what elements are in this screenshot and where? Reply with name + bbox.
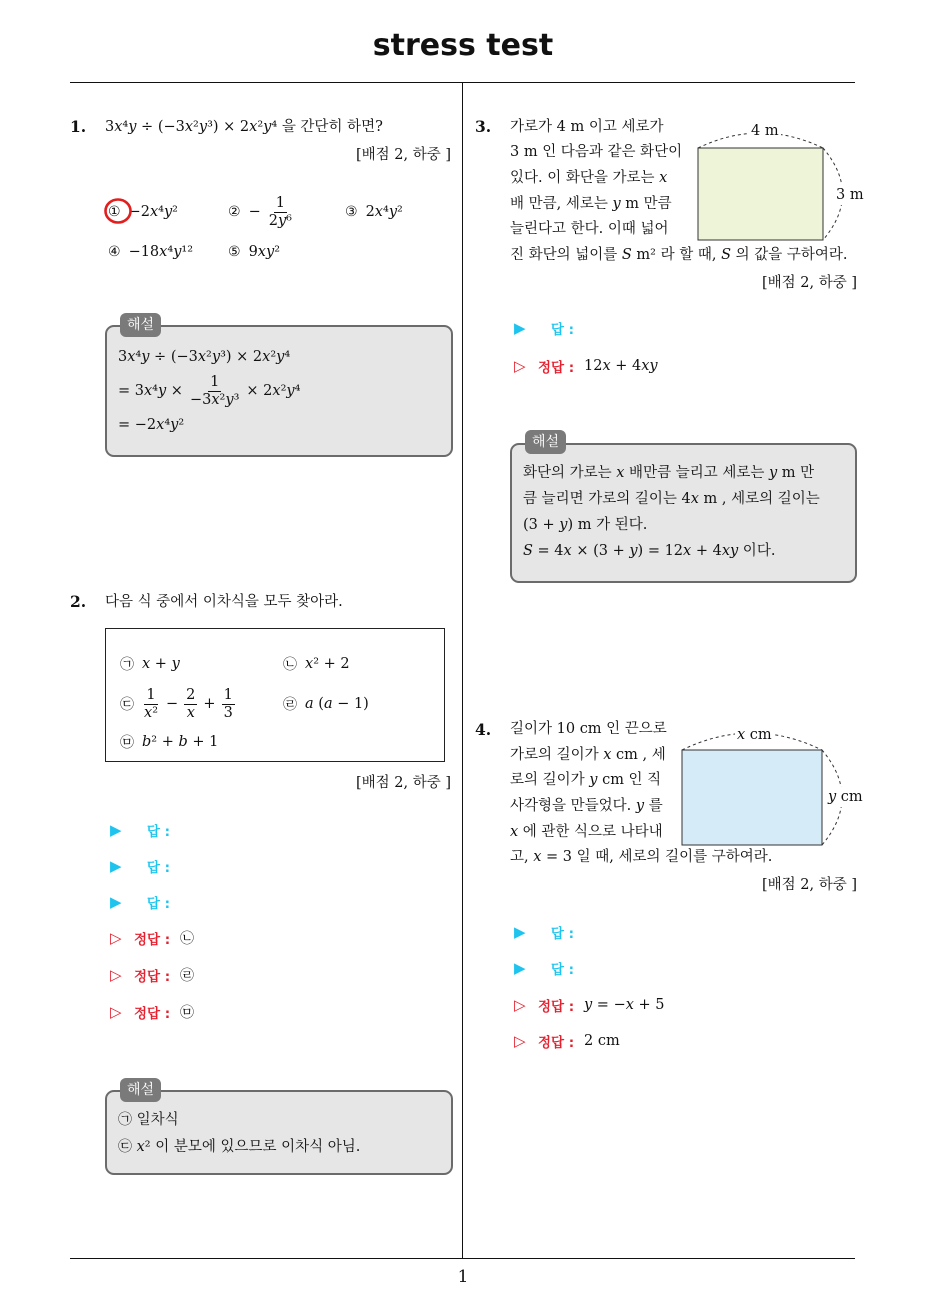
option-1-mark: ① — [108, 204, 121, 220]
option-3-mark: ③ — [345, 204, 358, 220]
answer-arrow-icon: ▶ — [110, 893, 122, 911]
page-number: 1 — [457, 1267, 469, 1287]
solution-1-line-2 — [118, 371, 300, 411]
item-3-fraction-3 — [222, 687, 235, 722]
item-1 — [120, 646, 180, 682]
answer-label: 답 : — [550, 962, 574, 978]
fraction-numerator: 2 — [186, 686, 196, 703]
answer-label: 답 : — [146, 896, 170, 912]
question-1-score: [배점 2, 하중 ] — [355, 147, 451, 163]
solution-2-tab: 해설 — [120, 1078, 161, 1102]
fraction-numerator: 1 — [223, 686, 233, 703]
answer-blank — [514, 957, 574, 979]
option-2-denominator: 2y⁶ — [268, 212, 292, 229]
question-3-solution-box — [510, 443, 857, 583]
fraction-denominator: x — [186, 704, 195, 721]
question-4-line: 고, x = 3 일 때, 세로의 길이를 구하여라. — [510, 849, 773, 866]
flowerbed-height-label: 3 m — [836, 187, 864, 203]
option-4 — [108, 234, 193, 270]
answer-label: 답 : — [146, 860, 170, 876]
solution-2-line-1-mark: ㉠ — [118, 1112, 132, 1128]
option-3 — [345, 194, 403, 230]
solution-3-line: (3 + y) m 가 된다. — [523, 517, 648, 533]
option-5 — [228, 234, 280, 270]
item-3-mark: ㉢ — [120, 697, 134, 713]
question-1-expression: 3x⁴y ÷ (−3x²y³) × 2x²y⁴ — [105, 119, 278, 135]
question-2-solution-box — [105, 1090, 453, 1175]
option-5-mark: ⑤ — [228, 244, 241, 260]
column-divider — [462, 82, 463, 1258]
question-4-line: 가로의 길이가 x cm , 세 — [510, 746, 666, 763]
option-4-mark: ④ — [108, 244, 121, 260]
option-2-expression — [249, 195, 294, 230]
correct-answer — [110, 927, 194, 949]
correct-label: 정답 : — [538, 1035, 575, 1051]
string-rectangle — [682, 750, 822, 845]
correct-arrow-icon: ▷ — [110, 929, 122, 947]
correct-answer-value: ㉡ — [180, 931, 194, 947]
correct-answer-value: 12x + 4xy — [584, 358, 658, 374]
correct-answer — [514, 994, 665, 1016]
rectangle-width-label: x cm — [737, 727, 772, 743]
question-3-line: 있다. 이 화단을 가로는 x — [510, 169, 668, 186]
solution-1-line-2-before: = 3x⁴y × — [118, 383, 183, 399]
page-title: stress test — [372, 28, 554, 63]
flowerbed-width-label: 4 m — [751, 123, 779, 139]
correct-answer-value: y = −x + 5 — [584, 997, 665, 1013]
answer-blank — [514, 317, 574, 339]
solution-1-line-1: 3x⁴y ÷ (−3x²y³) × 2x²y⁴ — [118, 349, 291, 365]
correct-answer-value: ㉣ — [180, 968, 194, 984]
item-2-expression: x² + 2 — [305, 656, 350, 672]
footer-rule — [70, 1258, 855, 1259]
item-4-mark: ㉣ — [283, 697, 297, 713]
solution-2-line-2-expression: x² — [136, 1139, 151, 1155]
correct-label: 정답 : — [134, 1006, 171, 1022]
option-2-mark: ② — [228, 204, 241, 220]
question-3-line: 늘린다고 한다. 이때 넓어 — [510, 221, 669, 238]
question-1-solution-box — [105, 325, 453, 457]
solution-2-line-2 — [118, 1137, 360, 1157]
question-3-line: 3 m 인 다음과 같은 화단이 — [510, 144, 683, 161]
question-2-number: 2. — [70, 592, 87, 611]
question-3-number: 3. — [475, 117, 492, 136]
answer-label: 답 : — [146, 824, 170, 840]
question-3-line: 가로가 4 m 이고 세로가 — [510, 118, 664, 135]
question-4-line: 길이가 10 cm 인 끈으로 — [510, 721, 667, 737]
answer-arrow-icon: ▶ — [514, 959, 526, 977]
option-2-fraction — [267, 195, 294, 230]
question-2-score: [배점 2, 하중 ] — [355, 775, 451, 791]
question-3-score: [배점 2, 하중 ] — [761, 275, 857, 291]
correct-arrow-icon: ▷ — [110, 966, 122, 984]
answer-arrow-icon: ▶ — [110, 821, 122, 839]
option-4-expression: −18x⁴y¹² — [128, 244, 194, 260]
option-5-expression: 9xy² — [248, 244, 281, 260]
option-2-numerator: 1 — [275, 194, 285, 211]
correct-answer — [110, 964, 194, 986]
option-1 — [108, 194, 178, 230]
solution-3-line: 화단의 가로는 x 배만큼 늘리고 세로는 y m 만 — [523, 465, 815, 481]
correct-answer-value: 2 cm — [584, 1033, 620, 1049]
question-4-line: x 에 관한 식으로 나타내 — [510, 823, 663, 840]
flowerbed-rectangle — [698, 148, 823, 240]
solution-1-numerator: 1 — [210, 373, 220, 390]
question-1-text — [105, 117, 383, 137]
answer-label: 답 : — [550, 926, 574, 942]
operator: + — [203, 696, 216, 712]
fraction-denominator: 3 — [223, 704, 233, 721]
correct-label: 정답 : — [134, 932, 171, 948]
solution-1-fraction — [188, 374, 241, 409]
item-4-expression: a (a − 1) — [305, 696, 369, 712]
item-3-fraction-1 — [142, 687, 160, 722]
solution-2-line-2-text: 이 분모에 있으므로 이차식 아님. — [155, 1139, 361, 1155]
answer-arrow-icon: ▶ — [110, 857, 122, 875]
question-2-text: 다음 식 중에서 이차식을 모두 찾아라. — [105, 594, 343, 610]
question-4-line: 로의 길이가 y cm 인 직 — [510, 772, 662, 789]
correct-label: 정답 : — [134, 969, 171, 985]
solution-1-denominator: −3x²y³ — [189, 391, 240, 408]
answer-arrow-icon: ▶ — [514, 923, 526, 941]
item-5-mark: ㉤ — [120, 735, 134, 751]
correct-answer-value: ㉤ — [180, 1005, 194, 1021]
correct-arrow-icon: ▷ — [110, 1003, 122, 1021]
solution-2-line-1-text: 일차식 — [136, 1112, 179, 1128]
item-1-expression: x + y — [142, 656, 180, 672]
solution-2-line-2-mark: ㉢ — [118, 1139, 132, 1155]
solution-1-line-2-after: × 2x²y⁴ — [246, 383, 301, 399]
option-1-expression: −2x⁴y² — [128, 204, 178, 220]
answer-arrow-icon: ▶ — [514, 319, 526, 337]
question-4-score: [배점 2, 하중 ] — [761, 877, 857, 893]
question-1-number: 1. — [70, 117, 87, 136]
answer-label: 답 : — [550, 322, 574, 338]
option-3-expression: 2x⁴y² — [365, 204, 403, 220]
solution-3-line: S = 4x × (3 + y) = 12x + 4xy 이다. — [523, 543, 776, 559]
item-3 — [120, 684, 235, 724]
item-2 — [283, 646, 350, 682]
option-2 — [228, 194, 294, 230]
item-3-expression — [142, 687, 235, 722]
answer-blank — [110, 891, 170, 913]
correct-answer — [514, 355, 658, 377]
correct-label: 정답 : — [538, 360, 575, 376]
solution-1-tab: 해설 — [120, 313, 161, 337]
correct-arrow-icon: ▷ — [514, 996, 526, 1014]
item-4 — [283, 686, 369, 722]
correct-answer — [110, 1001, 194, 1023]
correct-arrow-icon: ▷ — [514, 357, 526, 375]
fraction-numerator: 1 — [146, 686, 156, 703]
item-5-expression: b² + b + 1 — [142, 734, 219, 750]
item-1-mark: ㉠ — [120, 657, 134, 673]
fraction-denominator: x² — [144, 704, 159, 721]
solution-1-line-3: = −2x⁴y² — [118, 417, 185, 433]
item-3-fraction-2 — [184, 687, 197, 722]
question-2-expression-box — [105, 628, 445, 762]
rectangle-height-label: y cm — [828, 789, 863, 805]
correct-arrow-icon: ▷ — [514, 1032, 526, 1050]
question-1-prompt: 을 간단히 하면? — [281, 119, 383, 135]
solution-3-line: 큼 늘리면 가로의 길이는 4x m , 세로의 길이는 — [523, 491, 820, 507]
answer-blank — [514, 921, 574, 943]
question-4-number: 4. — [475, 720, 492, 739]
answer-blank — [110, 819, 170, 841]
correct-label: 정답 : — [538, 999, 575, 1015]
item-2-mark: ㉡ — [283, 657, 297, 673]
question-3-line: 배 만큼, 세로는 y m 만큼 — [510, 195, 672, 212]
operator: − — [166, 696, 179, 712]
solution-3-tab: 해설 — [525, 430, 566, 454]
solution-2-line-1 — [118, 1110, 179, 1130]
answer-blank — [110, 855, 170, 877]
item-5 — [120, 724, 218, 760]
question-4-line: 사각형을 만들었다. y 를 — [510, 798, 663, 815]
question-3-line: 진 화단의 넓이를 S m² 라 할 때, S 의 값을 구하여라. — [510, 246, 848, 263]
correct-answer — [514, 1030, 620, 1052]
option-2-sign: − — [248, 204, 261, 220]
